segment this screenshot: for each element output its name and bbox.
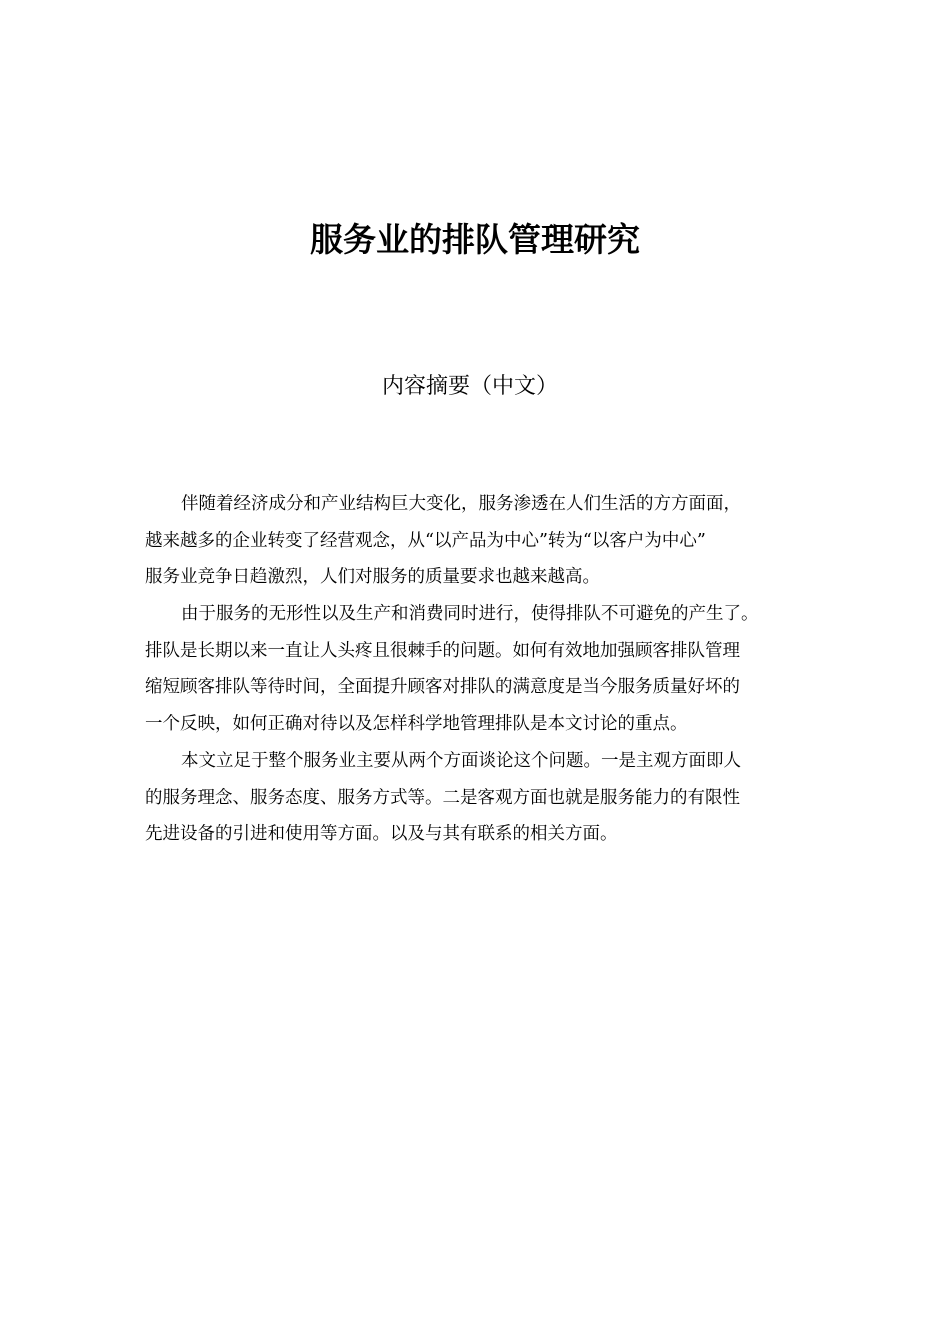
paragraph-2-line-1: 由于服务的无形性以及生产和消费同时进行，使得排队不可避免的产生了。 — [181, 604, 759, 625]
paragraph-3-line-2: 的服务理念、服务态度、服务方式等。二是客观方面也就是服务能力的有限性 — [145, 787, 740, 808]
paragraph-3-line-3: 先进设备的引进和使用等方面。以及与其有联系的相关方面。 — [145, 824, 618, 845]
paragraph-2-line-3: 缩短顾客排队等待时间，全面提升顾客对排队的满意度是当今服务质量好坏的 — [145, 677, 740, 698]
abstract-body — [145, 486, 835, 853]
paragraph-1-line-2: 越来越多的企业转变了经营观念，从“以产品为中心”转为“以客户为中心” — [145, 530, 706, 551]
paragraph-1-line-1: 伴随着经济成分和产业结构巨大变化，服务渗透在人们生活的方方面面， — [181, 494, 741, 514]
paragraph-3-line-1: 本文立足于整个服务业主要从两个方面谈论这个问题。一是主观方面即人 — [181, 750, 741, 771]
paragraph-2-line-2: 排队是长期以来一直让人头疼且很棘手的问题。如何有效地加强顾客排队管理 — [145, 640, 740, 661]
document-title: 服务业的排队管理研究 — [310, 220, 640, 259]
paragraph-1-line-3: 服务业竞争日趋激烈，人们对服务的质量要求也越来越高。 — [145, 567, 600, 588]
abstract-heading: 内容摘要（中文） — [381, 374, 558, 399]
paragraph-2-line-4: 一个反映，如何正确对待以及怎样科学地管理排队是本文讨论的重点。 — [145, 714, 688, 735]
